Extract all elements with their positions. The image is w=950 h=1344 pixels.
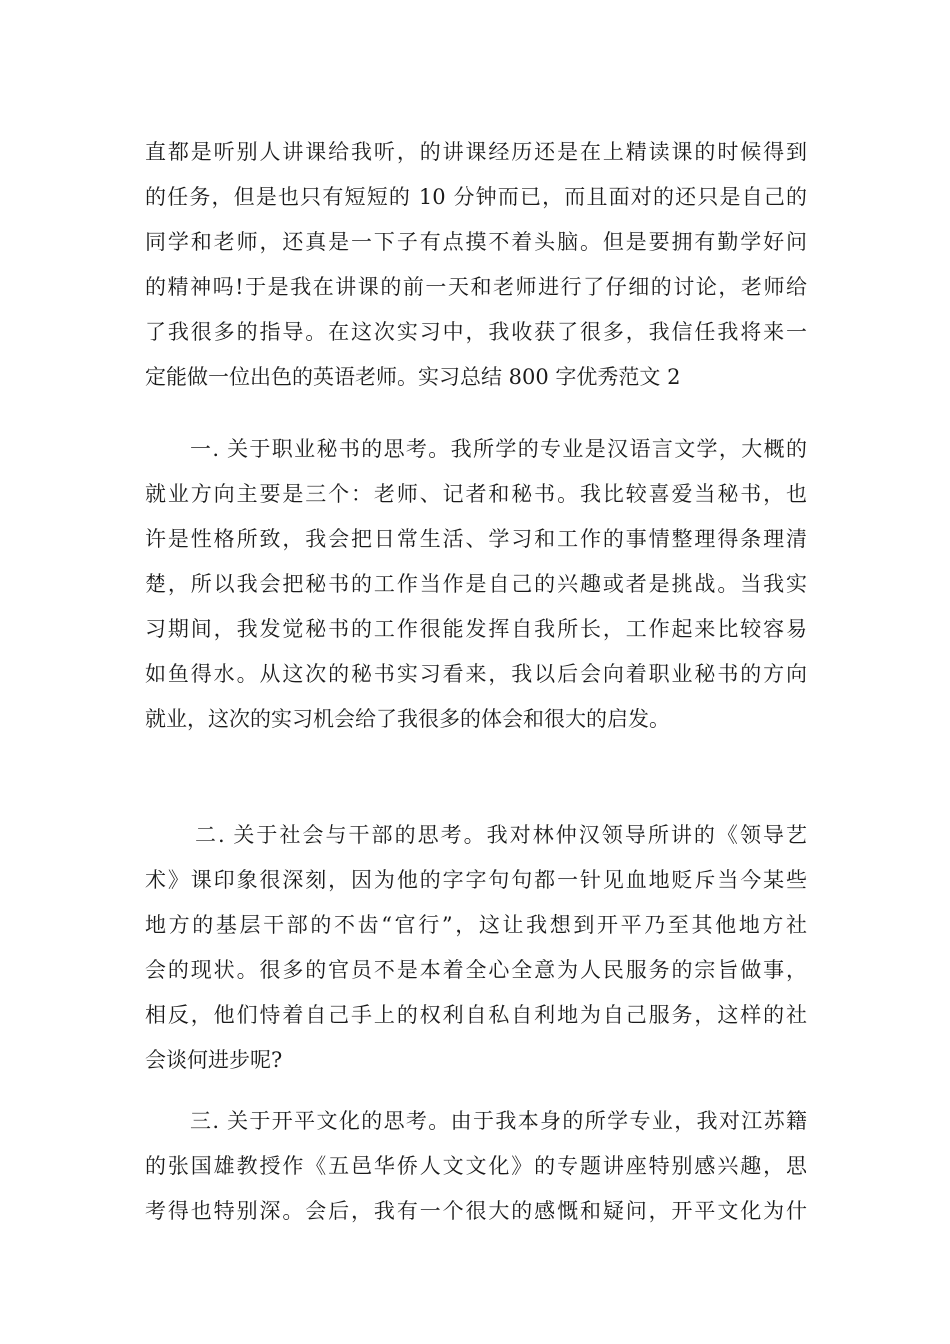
paragraph-line: 三. 关于开平文化的思考。由于我本身的所学专业，我对江苏籍 [190,1109,807,1133]
paragraph-line: 会的现状。很多的官员不是本着全心全意为人民服务的宗旨做事， [145,958,807,982]
paragraph-3 [145,813,807,1083]
paragraph-line: 的任务，但是也只有短短的 10 分钟而已，而且面对的还只是自己的 [145,185,807,209]
paragraph-line: 的精神吗!于是我在讲课的前一天和老师进行了仔细的讨论，老师给 [145,275,807,299]
paragraph-line: 同学和老师，还真是一下子有点摸不着头脑。但是要拥有勤学好问 [145,230,807,254]
paragraph-line: 相反，他们恃着自己手上的权利自私自利地为自己服务，这样的社 [145,1003,807,1027]
paragraph-line: 考得也特别深。会后，我有一个很大的感慨和疑问，开平文化为什 [145,1199,807,1223]
paragraph-line: 习期间，我发觉秘书的工作很能发挥自我所长，工作起来比较容易 [145,617,807,641]
paragraph-line: 许是性格所致，我会把日常生活、学习和工作的事情整理得条理清 [145,527,807,551]
paragraph-line: 如鱼得水。从这次的秘书实习看来，我以后会向着职业秘书的方向 [145,662,807,686]
paragraph-line: 二. 关于社会与干部的思考。我对林仲汉领导所讲的《领导艺 [195,823,807,847]
paragraph-2 [145,427,807,742]
paragraph-line: 楚，所以我会把秘书的工作当作是自己的兴趣或者是挑战。当我实 [145,572,807,596]
paragraph-1 [145,130,807,400]
paragraph-4 [145,1099,807,1234]
paragraph-line: 就业方向主要是三个：老师、记者和秘书。我比较喜爱当秘书，也 [145,482,807,506]
paragraph-line: 定能做一位出色的英语老师。实习总结 800 字优秀范文 2 [145,365,681,389]
paragraph-line: 会谈何进步呢? [145,1048,283,1072]
paragraph-line: 术》课印象很深刻，因为他的字字句句都一针见血地贬斥当今某些 [145,868,807,892]
paragraph-line: 就业，这次的实习机会给了我很多的体会和很大的启发。 [145,707,670,731]
paragraph-line: 直都是听别人讲课给我听，的讲课经历还是在上精读课的时候得到 [145,140,807,164]
paragraph-line: 的张国雄教授作《五邑华侨人文文化》的专题讲座特别感兴趣，思 [145,1154,807,1178]
paragraph-line: 地方的基层干部的不齿“官行”，这让我想到开平乃至其他地方社 [145,913,807,937]
paragraph-line: 了我很多的指导。在这次实习中，我收获了很多，我信任我将来一 [145,320,807,344]
paragraph-line: 一. 关于职业秘书的思考。我所学的专业是汉语言文学，大概的 [190,437,807,461]
